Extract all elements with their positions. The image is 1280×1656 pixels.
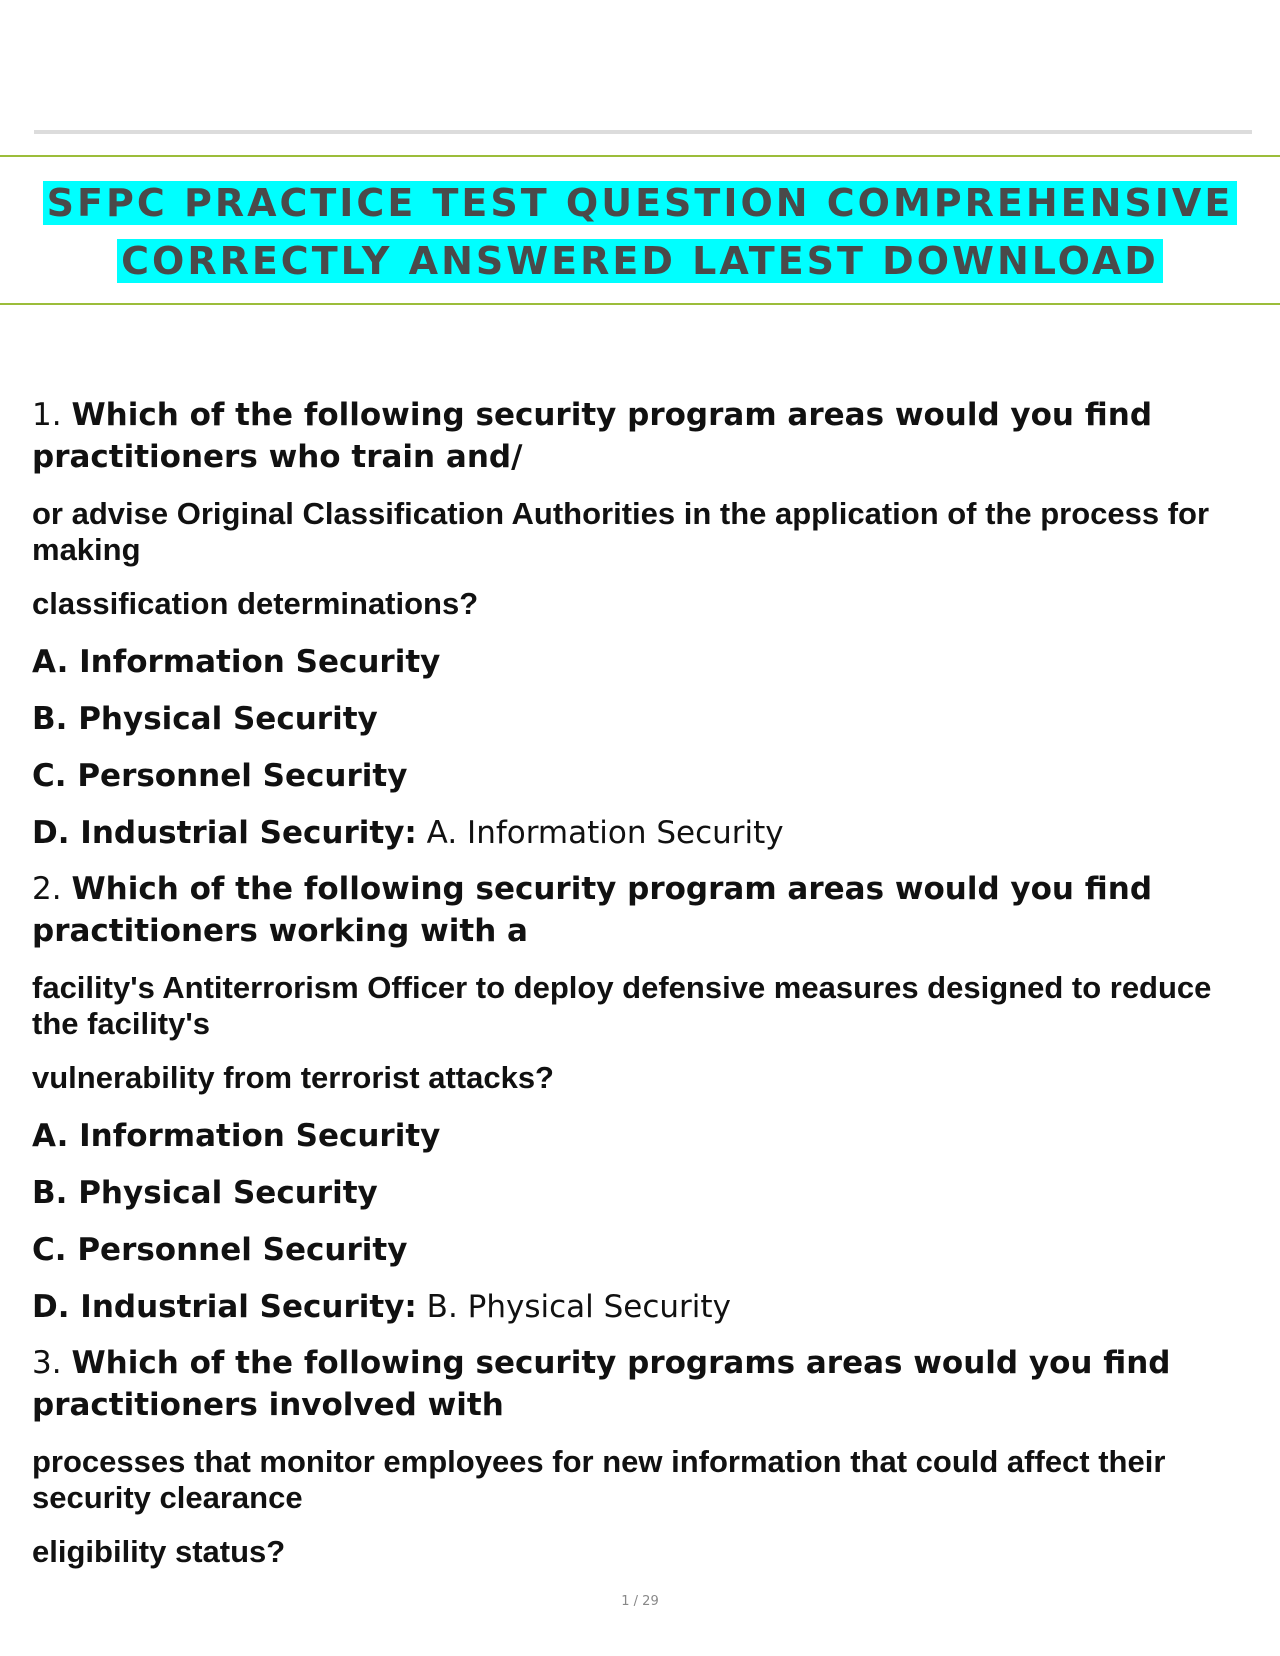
- question-3-stem: [32, 1342, 1262, 1426]
- page-number: 1 / 29: [621, 1594, 659, 1609]
- question-2-continuation: facility's Antiterrorism Officer to deploy defensive measures designed to reduce the facility's: [32, 970, 1212, 1041]
- question-3-continuation: processes that monitor employees for new information that could affect their security clearance: [32, 1444, 1166, 1515]
- option-label: D. Industrial Security:: [32, 815, 417, 851]
- title-top-rule: [0, 155, 1280, 157]
- question-text: Which of the following security program areas would you find practitioners who train and/: [32, 397, 1153, 475]
- question-3-continuation-2: eligibility status?: [32, 1534, 286, 1569]
- question-1-continuation: or advise Original Classification Authorities in the application of the process for making: [32, 496, 1210, 567]
- question-number: 3.: [32, 1345, 62, 1381]
- question-1-option-a: A. Information Security: [32, 644, 441, 680]
- question-number: 2.: [32, 871, 62, 907]
- title-bottom-rule: [0, 303, 1280, 305]
- question-1-option-b: B. Physical Security: [32, 701, 378, 737]
- question-2-option-c: C. Personnel Security: [32, 1232, 408, 1268]
- question-1-option-c: C. Personnel Security: [32, 758, 408, 794]
- question-2-stem: [32, 868, 1262, 952]
- title-line-1: SFPC PRACTICE TEST QUESTION COMPREHENSIVE: [43, 181, 1238, 225]
- option-label: D. Industrial Security:: [32, 1289, 417, 1325]
- question-text: Which of the following security program areas would you find practitioners working with a: [32, 871, 1153, 949]
- question-1-continuation-2: classification determinations?: [32, 586, 479, 621]
- title-line-2: CORRECTLY ANSWERED LATEST DOWNLOAD: [117, 239, 1163, 283]
- answer-text: B. Physical Security: [416, 1289, 731, 1325]
- question-2-option-a: A. Information Security: [32, 1118, 441, 1154]
- answer-text: A. Information Security: [416, 815, 784, 851]
- document-title: [0, 174, 1280, 290]
- question-text: Which of the following security programs areas would you find practitioners involved with: [32, 1345, 1171, 1423]
- question-1-stem: [32, 394, 1262, 478]
- question-1-option-d: [32, 813, 1262, 853]
- question-2-option-d: [32, 1287, 1262, 1327]
- question-2-continuation-2: vulnerability from terrorist attacks?: [32, 1060, 554, 1095]
- question-number: 1.: [32, 397, 62, 433]
- top-divider: [34, 130, 1252, 134]
- question-2-option-b: B. Physical Security: [32, 1175, 378, 1211]
